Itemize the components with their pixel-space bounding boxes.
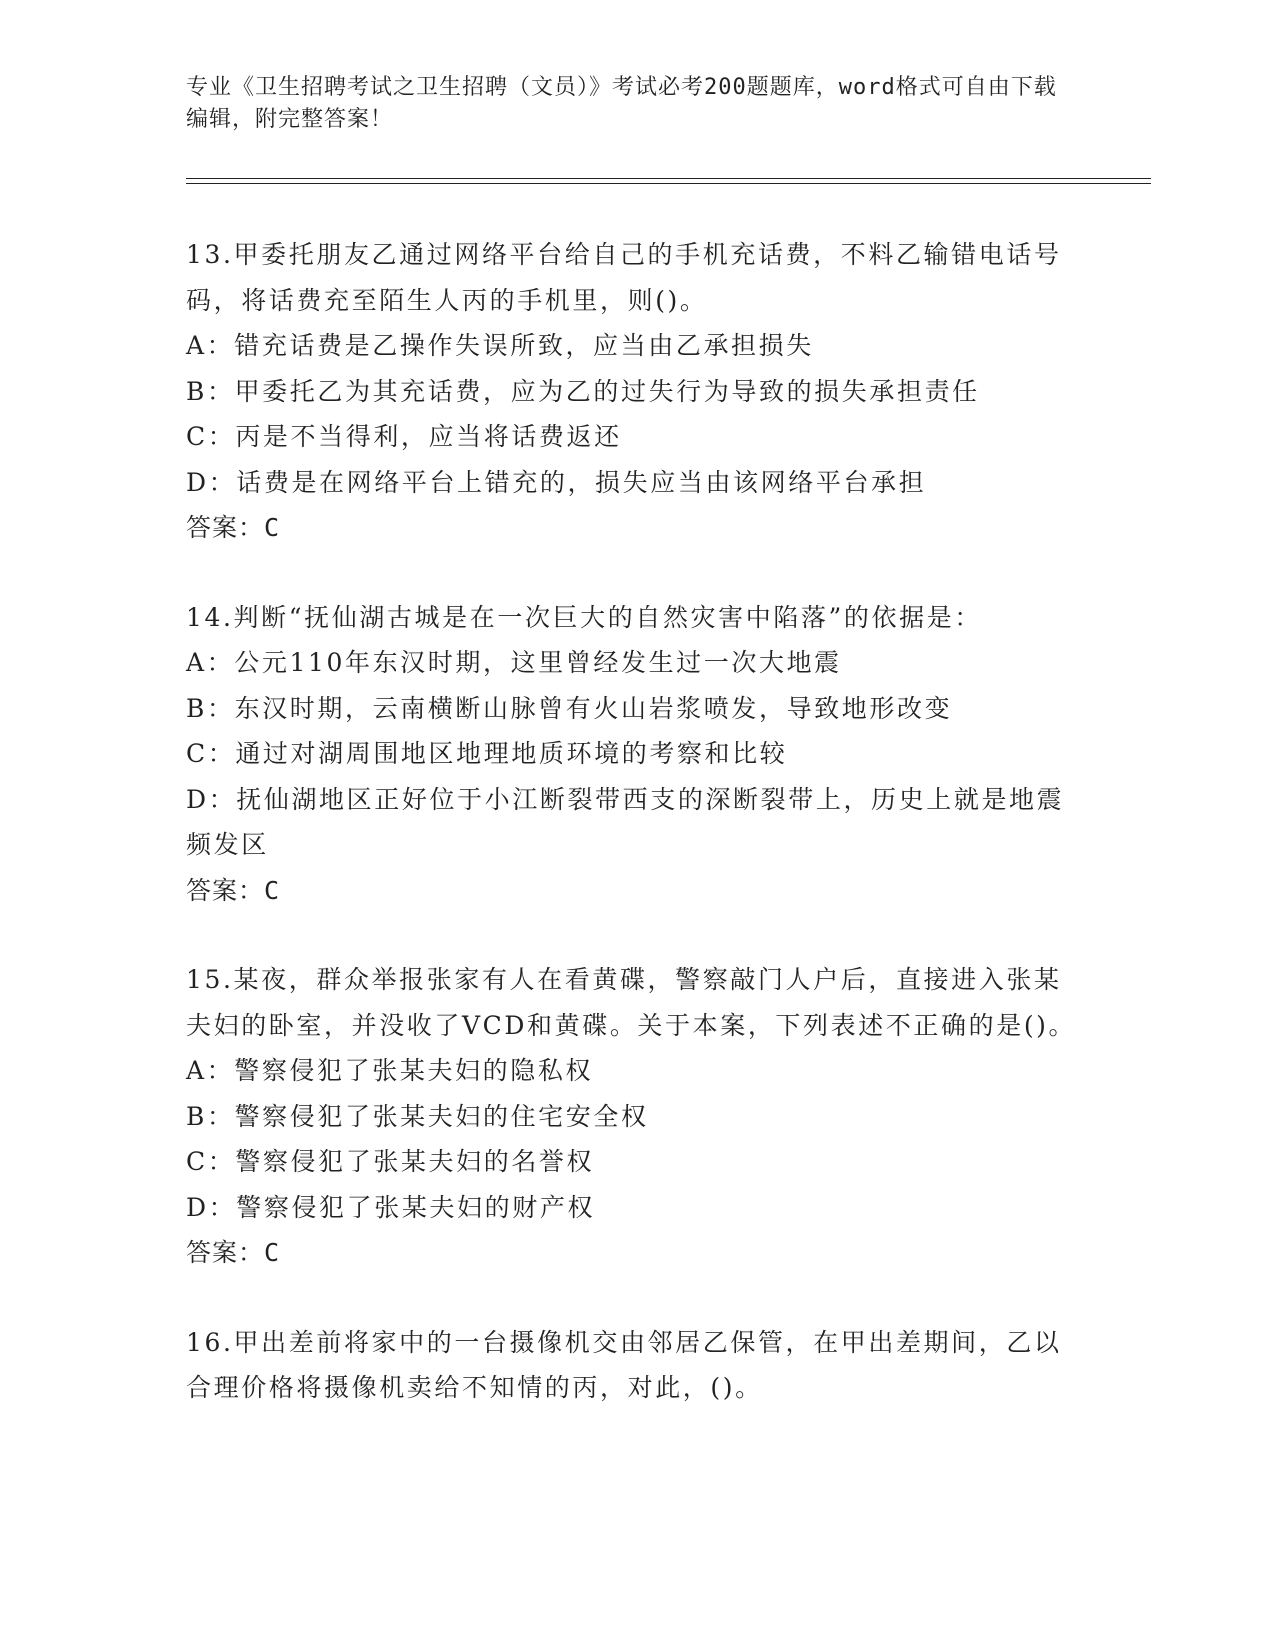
answer-option: D：抚仙湖地区正好位于小江断裂带西支的深断裂带上，历史上就是地震频发区 — [186, 784, 1065, 859]
answer-option: D：警察侵犯了张某夫妇的财产权 — [186, 1192, 596, 1222]
question-stem: 16.甲出差前将家中的一台摄像机交由邻居乙保管，在甲出差期间，乙以合理价格将摄像机卖给不知情的丙，对此，()。 — [186, 1327, 1062, 1402]
question-stem: 14.判断“抚仙湖古城是在一次巨大的自然灾害中陷落”的依据是： — [186, 602, 982, 632]
answer-option: B：甲委托乙为其充话费，应为乙的过失行为导致的损失承担责任 — [186, 376, 980, 406]
question-block — [186, 957, 1086, 1276]
answer-option: C：警察侵犯了张某夫妇的名誉权 — [186, 1147, 595, 1176]
question-stem: 15.某夜，群众举报张家有人在看黄碟，警察敲门人户后，直接进入张某夫妇的卧室，并没收了VCD和黄碟。关于本案，下列表述不正确的是()。 — [186, 965, 1077, 1040]
answer-option: B：东汉时期，云南横断山脉曾有火山岩浆喷发，导致地形改变 — [186, 693, 953, 723]
answer-label: 答案： — [186, 875, 265, 905]
question-list — [186, 232, 1086, 1455]
answer-value: C — [264, 513, 281, 542]
answer-option: A：错充话费是乙操作失误所致，应当由乙承担损失 — [186, 331, 814, 360]
answer-line — [186, 868, 1086, 914]
answer-label: 答案： — [186, 1238, 265, 1267]
header-divider-bottom — [186, 183, 1151, 184]
answer-option: A：警察侵犯了张某夫妇的隐私权 — [186, 1056, 594, 1085]
answer-option: B：警察侵犯了张某夫妇的住宅安全权 — [186, 1101, 649, 1131]
answer-option: C：通过对湖周围地区地理地质环境的考察和比较 — [186, 739, 788, 768]
answer-value: C — [264, 875, 281, 905]
answer-label: 答案： — [186, 513, 265, 542]
answer-line — [186, 1230, 1086, 1276]
question-stem: 13.甲委托朋友乙通过网络平台给自己的手机充话费，不料乙输错电话号码，将话费充至陌生人丙的手机里，则()。 — [186, 240, 1062, 315]
question-block — [186, 232, 1086, 551]
answer-value: C — [264, 1238, 281, 1267]
question-block — [186, 1320, 1086, 1411]
answer-option: A：公元110年东汉时期，这里曾经发生过一次大地震 — [186, 648, 842, 677]
document-intro: 专业《卫生招聘考试之卫生招聘（文员）》考试必考200题题库，word格式可自由下载编辑，附完整答案！ — [186, 75, 1057, 132]
answer-option: C：丙是不当得利，应当将话费返还 — [186, 422, 622, 451]
header-divider-top — [186, 178, 1151, 179]
question-block — [186, 595, 1086, 914]
answer-option: D：话费是在网络平台上错充的，损失应当由该网络平台承担 — [186, 467, 927, 497]
answer-line — [186, 505, 1086, 551]
